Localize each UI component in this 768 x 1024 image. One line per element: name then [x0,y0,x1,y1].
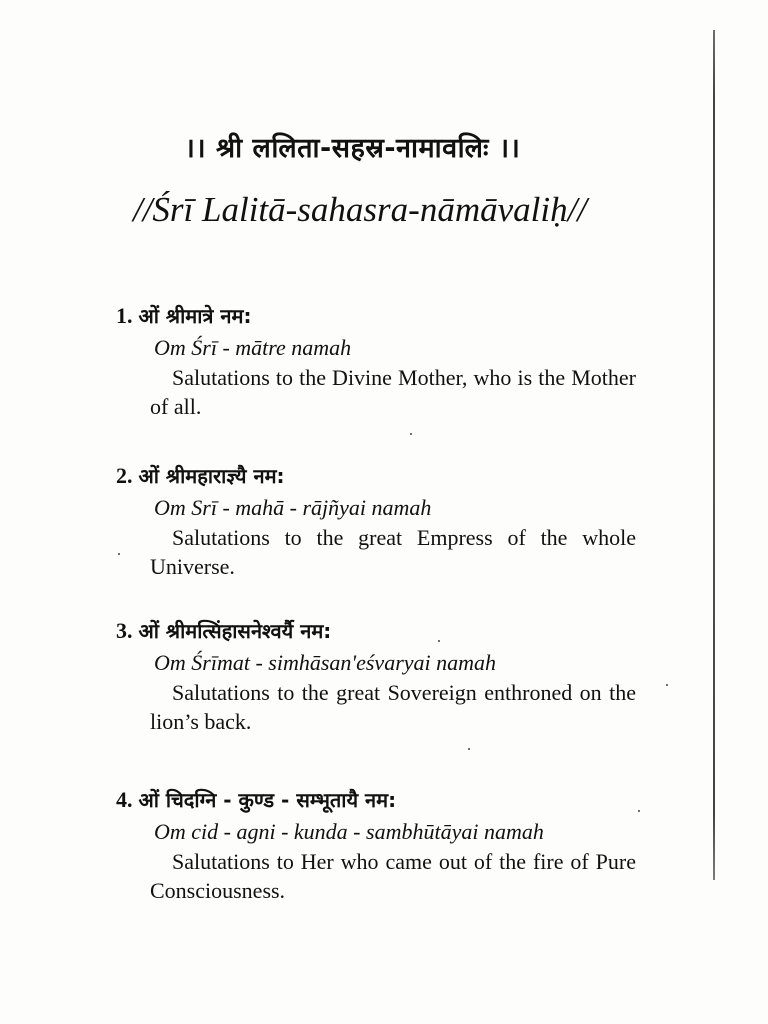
title-transliteration: //Śrī Lalitā-sahasra-nāmāvaliḥ// [132,190,588,229]
scan-speck [438,640,440,642]
entry-devanagari: ओं श्रीमत्सिंहासनेश्वर्यै नम: [138,619,332,643]
entry-meaning: Salutations to Her who came out of the fire of Pure Consciousness. [150,849,636,903]
entry-number: 4. [116,787,133,812]
entry-number: 2. [116,463,133,488]
entry-transliteration: Om Srī - mahā - rājñyai namah [154,495,432,520]
entry-heading [116,302,636,329]
entry-transliteration: Om Śrī - mātre namah [154,335,352,360]
entry-number: 3. [116,618,133,643]
scan-speck [468,748,470,750]
entry-heading [116,462,636,489]
entry-devanagari: ओं श्रीमात्रे नम: [138,304,252,328]
entry-heading [116,617,636,644]
list-item [116,462,636,581]
title-devanagari: ।। श्री ललिता-सहस्र-नामावलिः ।। [184,133,521,164]
entry-meaning: Salutations to the Divine Mother, who is the Mother of all. [150,365,636,419]
list-item [116,786,636,905]
list-item [116,617,636,736]
scan-speck [118,553,120,555]
entry-transliteration: Om Śrīmat - simhāsan'eśvaryai namah [154,650,497,675]
entry-number: 1. [116,303,133,328]
page-edge-line [713,30,715,880]
entry-devanagari: ओं श्रीमहाराज्ञ्यै नम: [138,464,285,488]
scan-speck [638,810,640,812]
entry-meaning: Salutations to the great Empress of the whole Universe. [150,525,636,579]
entry-transliteration: Om cid - agni - kunda - sambhūtāyai namah [154,819,544,844]
scan-speck [410,433,412,435]
entry-heading [116,786,636,813]
entry-devanagari: ओं चिदग्नि - कुण्ड - सम्भूतायै नम: [138,788,397,812]
entry-meaning: Salutations to the great Sovereign enthroned on the lion’s back. [150,680,636,734]
list-item [116,302,636,421]
scan-speck [666,684,668,686]
